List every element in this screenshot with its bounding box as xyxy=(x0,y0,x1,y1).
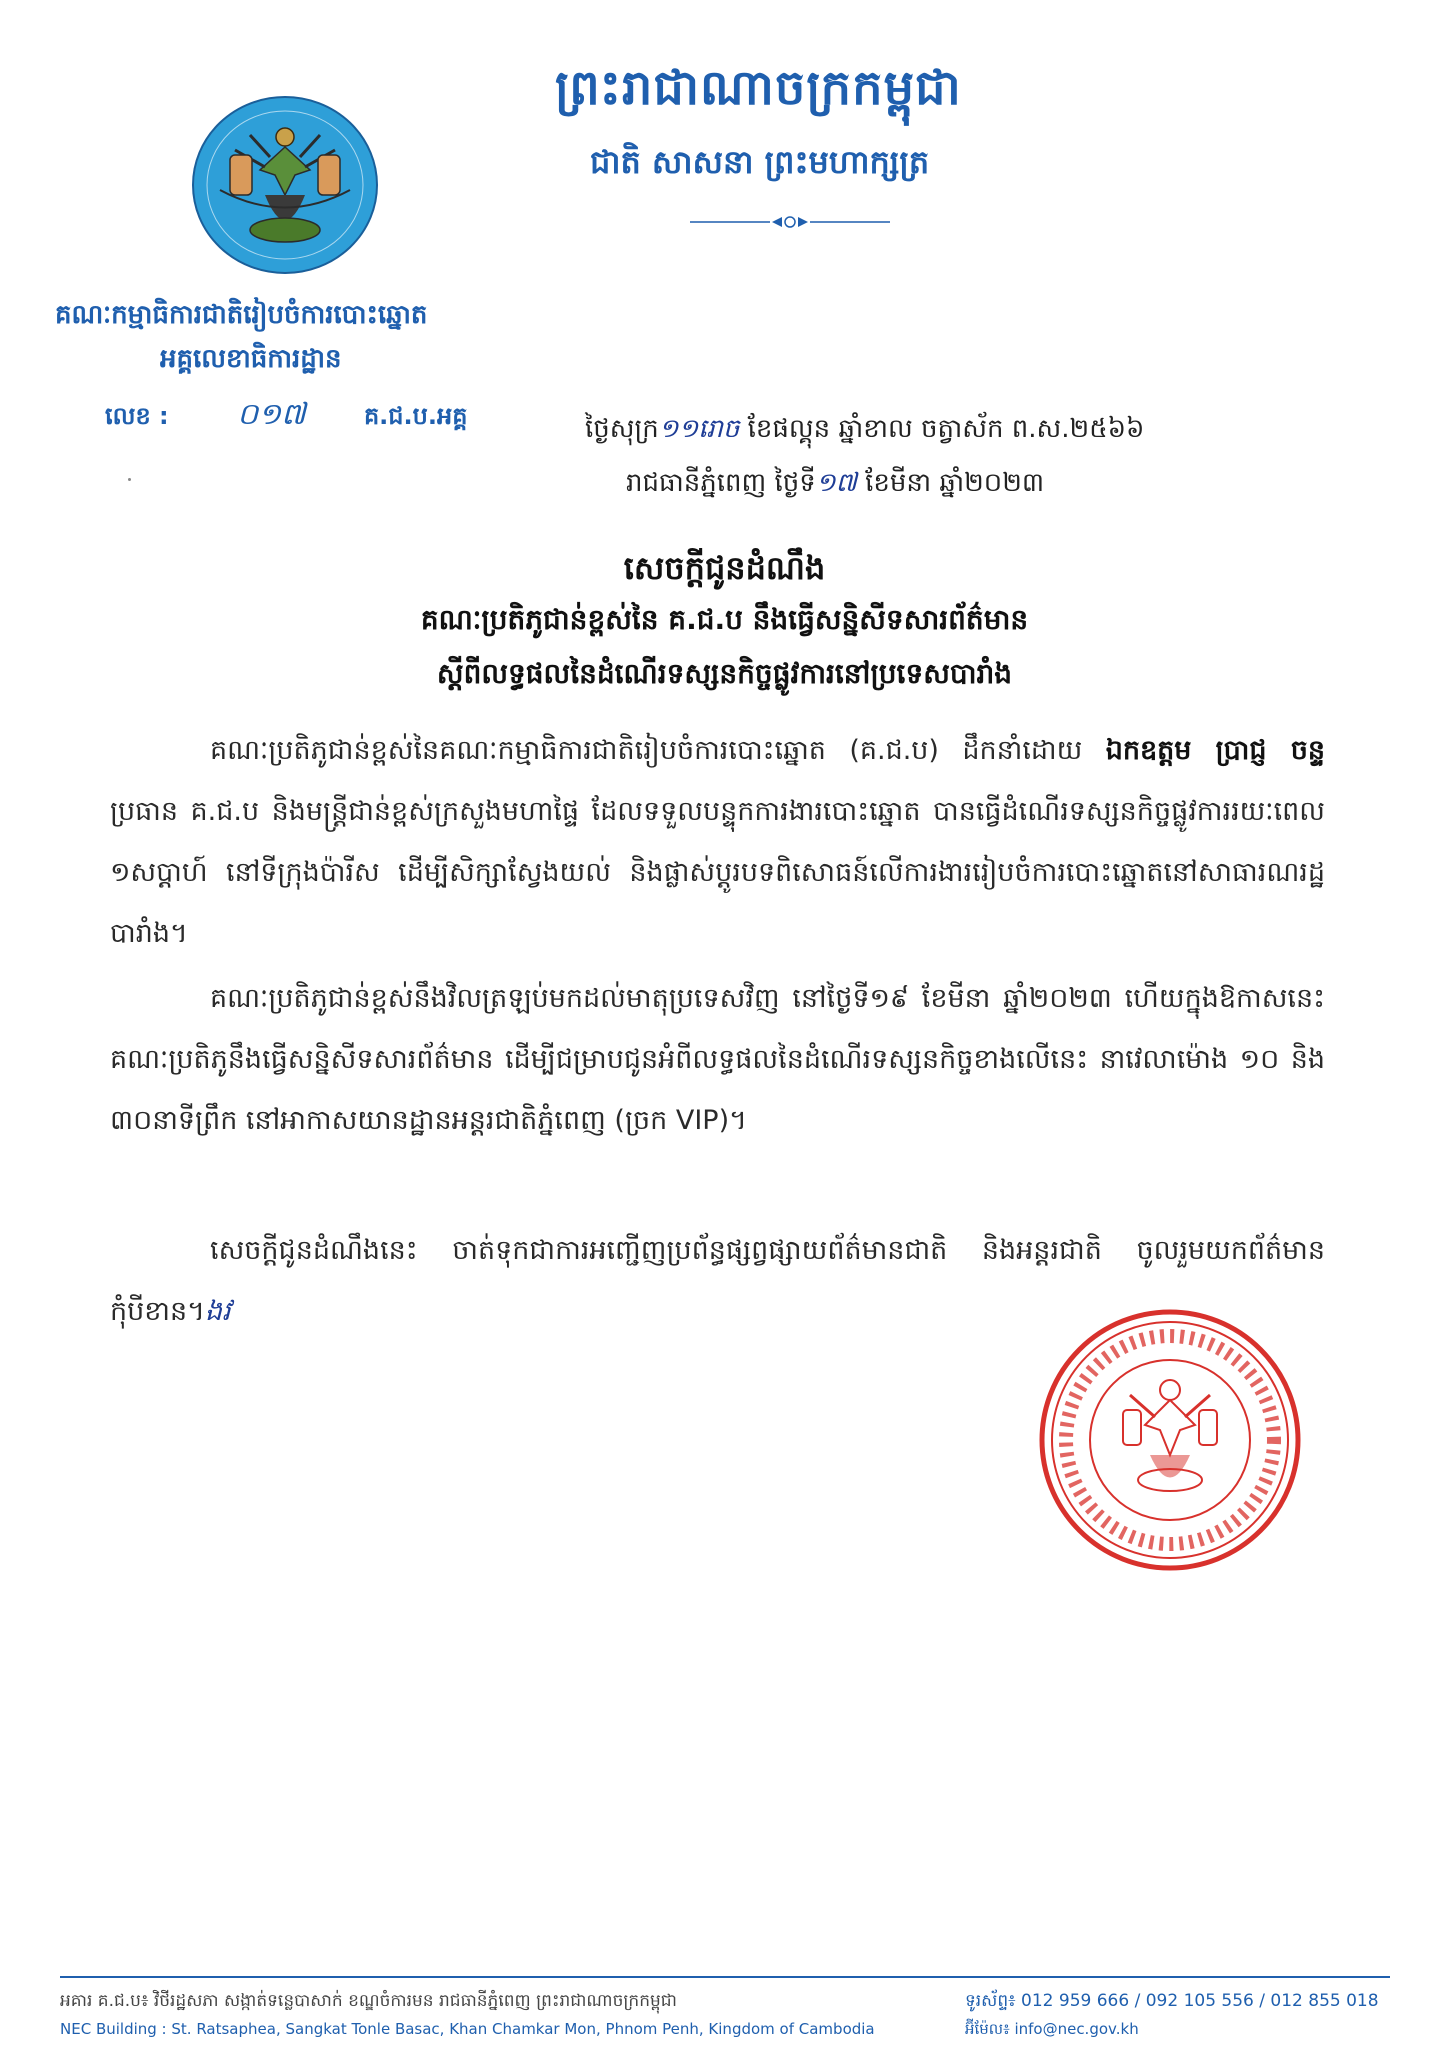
secretariat-name: អគ្គលេខាធិការដ្ឋាន xyxy=(160,344,342,374)
notice-title: សេចក្តីជូនដំណឹង xyxy=(623,549,826,587)
p1-intro: គណៈប្រតិភូជាន់ខ្ពស់នៃគណៈកម្មាធិការជាតិរៀបចំការបោះឆ្នោត (គ.ជ.ប) ដឹកនាំដោយ xyxy=(210,735,1083,766)
lunar-prefix: ថ្ងៃសុក្រ xyxy=(585,414,659,444)
p1-rest: ប្រធាន គ.ជ.ប និងមន្ត្រីជាន់ខ្ពស់ក្រសួងមហាផ្ទៃ ដែលទទួលបន្ទុកការងារបោះឆ្នោត បានធ្វើដំណើរទស្សនកិច្ចផ្លូវការរយៈពេល ១សប្តាហ៍ នៅទីក្រុងប៉ារីស ដើម្បីសិក្សាស្វែងយល់ និងផ្លាស់ប្តូរបទពិសោធន៍លើការងាររៀបចំការបោះឆ្នោតនៅសាធារណរដ្ឋបារាំង។ xyxy=(110,796,1325,949)
ornament-divider xyxy=(690,212,890,232)
lunar-rest: ខែផល្គុន ឆ្នាំខាល ចត្វាស័ក ព.ស.២៥៦៦ xyxy=(747,414,1145,444)
ref-suffix: គ.ជ.ប.អគ្គ xyxy=(363,402,468,430)
paragraph-1 xyxy=(110,720,1325,964)
national-motto: ជាតិ សាសនា ព្រះមហាក្សត្រ xyxy=(590,143,930,181)
lunar-day: ១១រោច xyxy=(658,414,740,444)
ref-label: លេខ : xyxy=(105,402,169,430)
footer-address-en: NEC Building : St. Ratsaphea, Sangkat Tonle Basac, Khan Chamkar Mon, Phnom Penh, Kingdom of Cambodia xyxy=(60,2020,875,2038)
committee-name: គណៈកម្មាធិការជាតិរៀបចំការបោះឆ្នោត xyxy=(55,300,428,330)
solar-rest: ខែមីនា ឆ្នាំ២០២៣ xyxy=(865,468,1045,498)
ref-number: ០១៧ xyxy=(237,397,306,432)
footer-address-km: អគារ គ.ជ.ប៖ វិថីរដ្ឋសភា សង្កាត់ទន្លេបាសាក់ ខណ្ឌចំការមន រាជធានីភ្នំពេញ ព្រះរាជាណាចក្រកម្ពុជា xyxy=(60,1991,677,2011)
p3-initials: ងវ xyxy=(204,1296,231,1327)
footer-email: អ៊ីម៉ែល៖ info@nec.gov.kh xyxy=(965,2020,1139,2038)
p1-name: ឯកឧត្តម ប្រាជ្ញ ចន្ទ xyxy=(1105,735,1325,766)
kingdom-heading: ព្រះរាជាណាចក្រកម្ពុជា xyxy=(555,60,962,116)
reference-line xyxy=(105,395,467,439)
footer-divider xyxy=(60,1976,1390,1978)
official-seal xyxy=(1035,1305,1305,1575)
notice-subtitle-2: ស្តីពីលទ្ធផលនៃដំណើរទស្សនកិច្ចផ្លូវការនៅប្រទេសបារាំង xyxy=(436,657,1013,690)
footer-phone: ទូរស័ព្ទ៖ 012 959 666 / 092 105 556 / 012 855 018 xyxy=(965,1991,1379,2011)
speck xyxy=(128,478,131,481)
paragraph-2: គណៈប្រតិភូជាន់ខ្ពស់នឹងវិលត្រឡប់មកដល់មាតុប្រទេសវិញ នៅថ្ងៃទី១៩ ខែមីនា ឆ្នាំ២០២៣ ហើយក្នុងឱកាសនេះ គណៈប្រតិភូនឹងធ្វើសន្និសីទសារព័ត៌មាន ដើម្បីជម្រាបជូនអំពីលទ្ធផលនៃដំណើរទស្សនកិច្ចខាងលើនេះ នាវេលាម៉ោង ១០ និង ៣០នាទីព្រឹក នៅអាកាសយានដ្ឋានអន្តរជាតិភ្នំពេញ (ច្រក VIP)។ xyxy=(110,983,1325,1136)
notice-subtitle-1: គណៈប្រតិភូជាន់ខ្ពស់នៃ គ.ជ.ប នឹងធ្វើសន្និសីទសារព័ត៌មាន xyxy=(420,603,1029,636)
solar-prefix: រាជធានីភ្នំពេញ ថ្ងៃទី xyxy=(626,468,816,498)
solar-day: ១៧ xyxy=(815,468,857,498)
solar-date xyxy=(626,466,1044,504)
nec-logo xyxy=(190,95,380,275)
p3-text: សេចក្តីជូនដំណឹងនេះ ចាត់ទុកជាការអញ្ជើញប្រព័ន្ធផ្សព្វផ្សាយព័ត៌មានជាតិ និងអន្តរជាតិ ចូលរួមយកព័ត៌មានកុំបីខាន។ xyxy=(110,1235,1325,1327)
lunar-date xyxy=(585,412,1144,450)
